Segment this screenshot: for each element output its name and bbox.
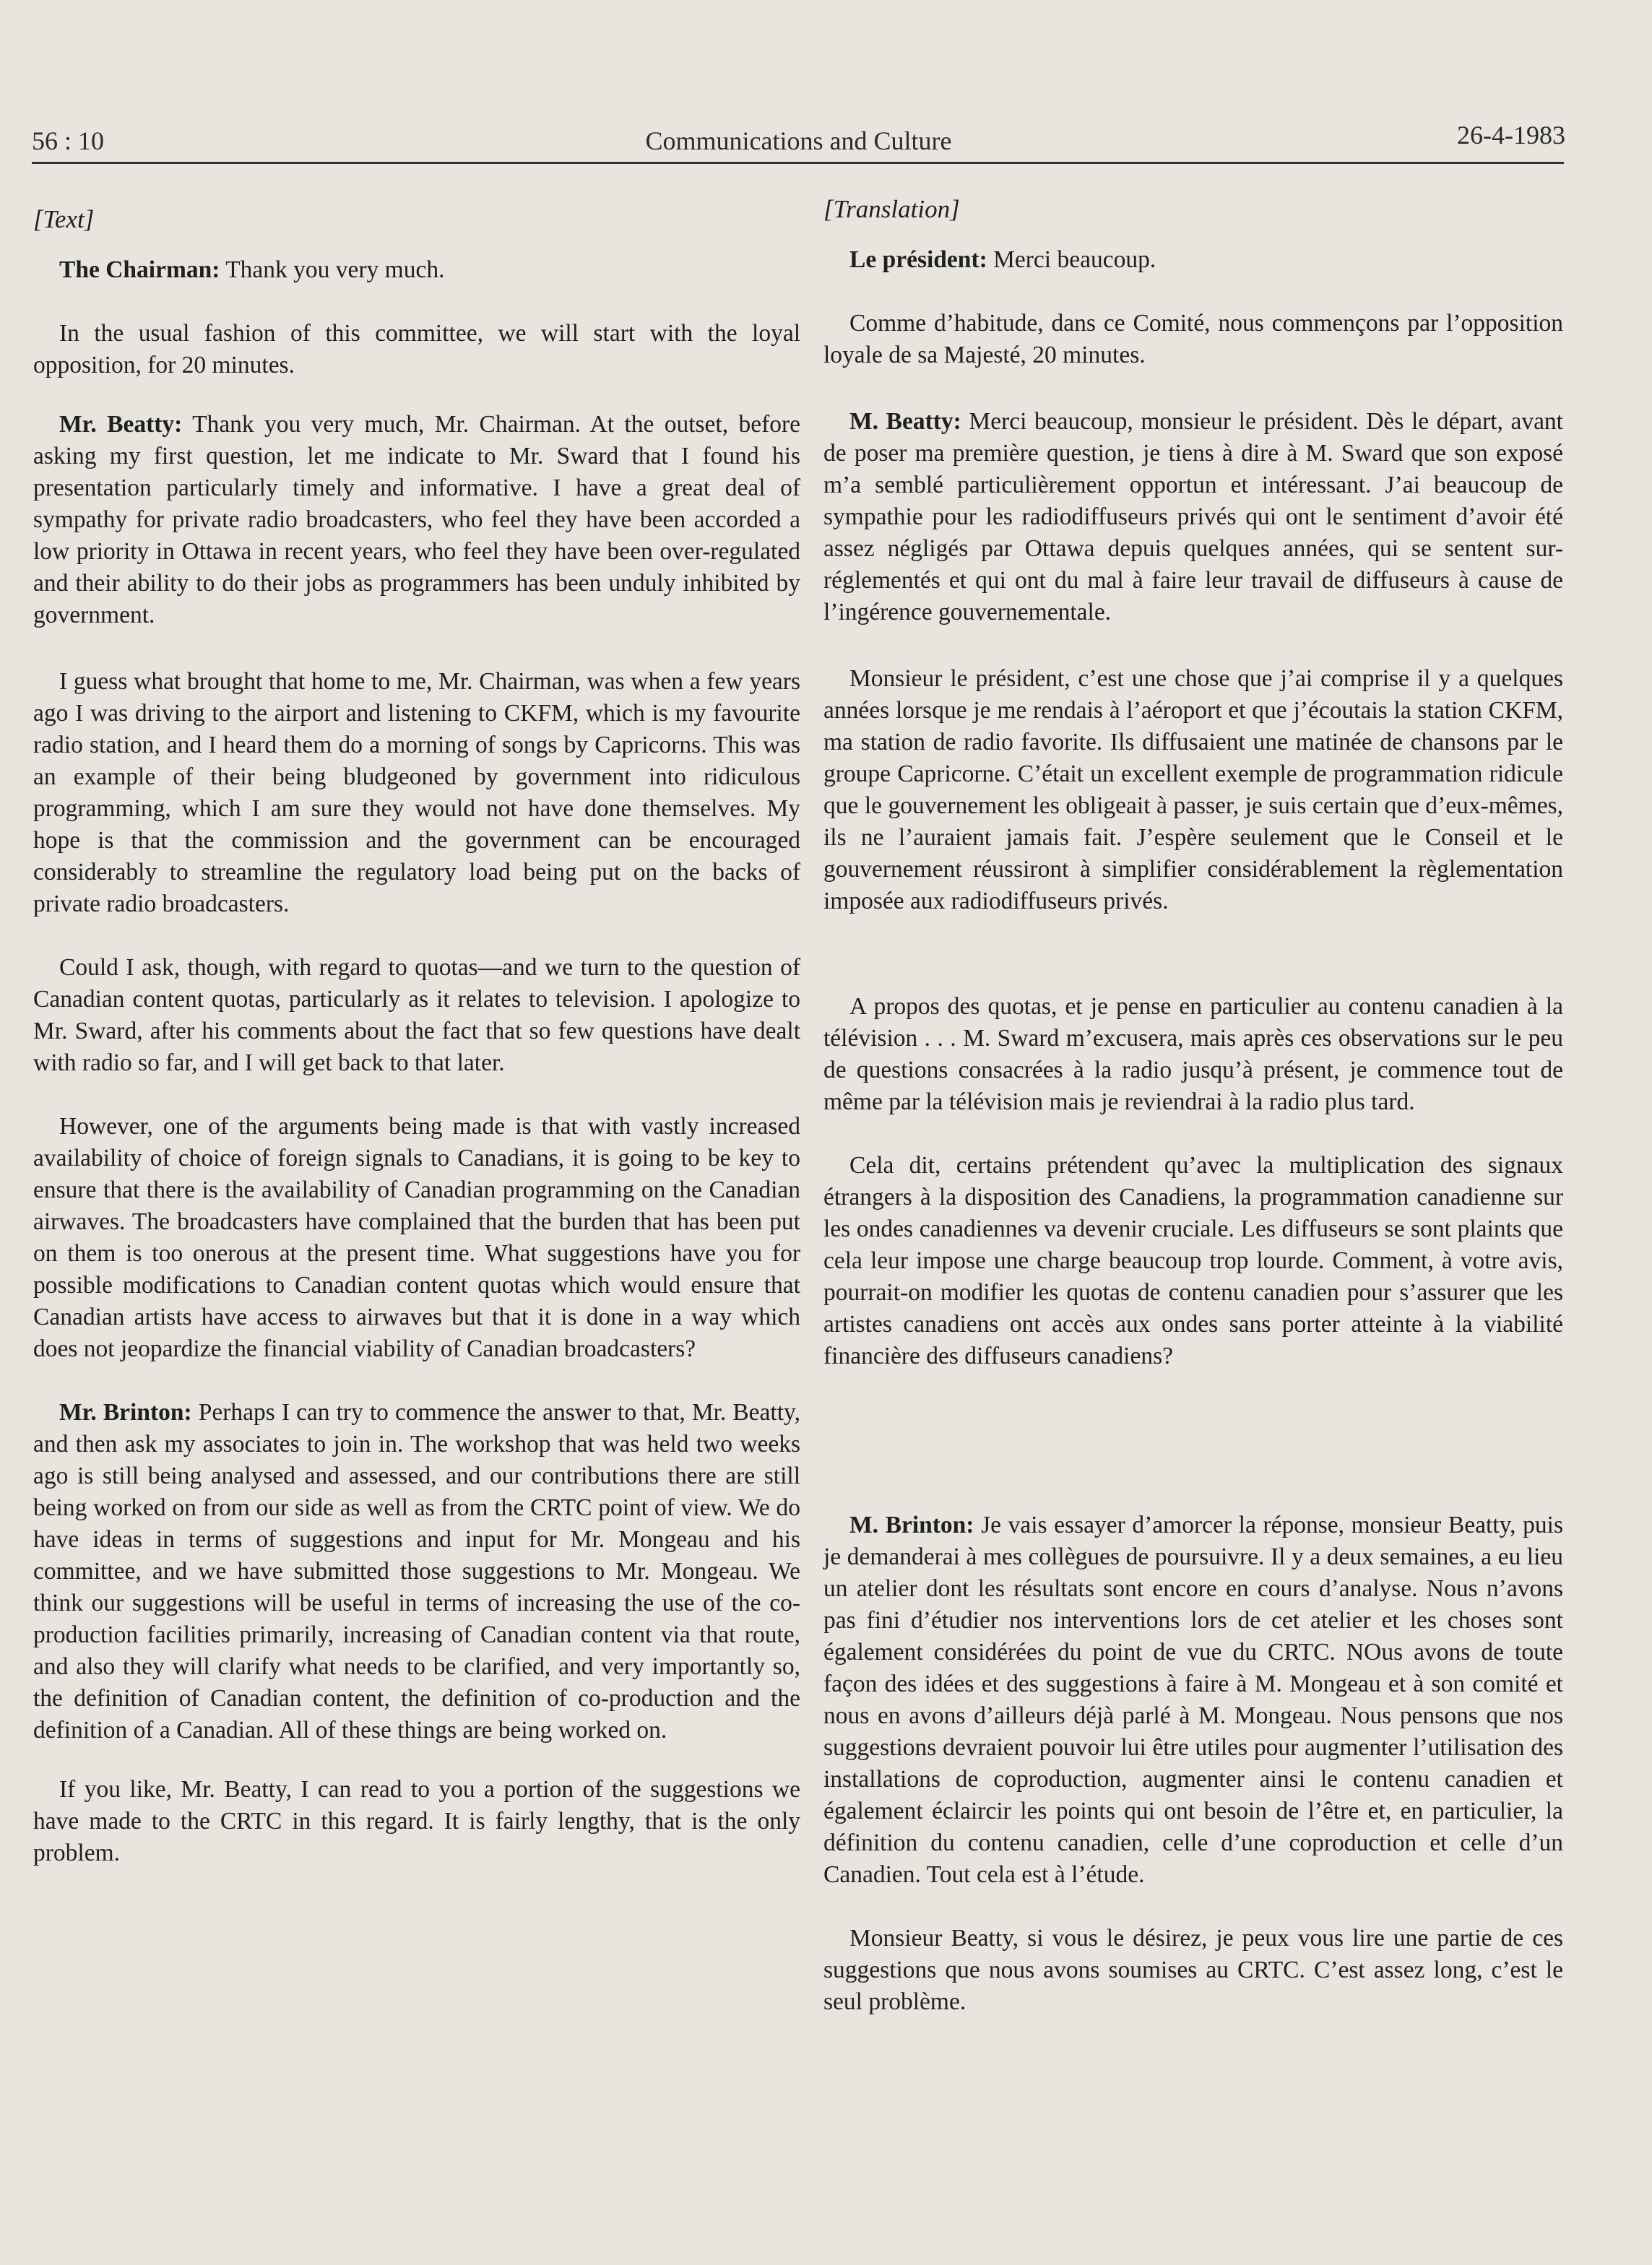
paragraph: Monsieur le président, c’est une chose que j’ai comprise il y a quelques années lorsque je me rendais à l’aéroport et que j’écoutais la station CKFM, ma station de radio favorite. Ils diffusaient une matinée de chansons par le groupe Capricorne. C’était un excellent exemple de programmation ridicule que le gouvernement les obligeait à passer, je suis certain que d’eux-mêmes, ils ne l’auraient jamais fait. J’espère seulement que le Conseil et le gouvernement réussiront à simplifier considérablement la règlementation imposée aux radiodiffuseurs privés.: [823, 665, 1563, 914]
translation-marker: [Translation]: [823, 195, 960, 223]
speaker-name: M. Beatty:: [849, 408, 961, 435]
speaker-name: The Chairman:: [59, 256, 220, 283]
running-header: [32, 116, 1565, 159]
paragraph: Mr. Brinton: Perhaps I can try to commence the answer to that, Mr. Beatty, and then ask my associates to join in. The workshop that was held two weeks ago is still being analysed and assessed, and our contributions there are still being worked on from our side as well as from the CRTC point of view. We do have ideas in terms of suggestions and input for Mr. Mongeau and his committee, and we have submitted those suggestions to Mr. Mongeau. We think our suggestions will be useful in terms of increasing the use of the co-production facilities primarily, increasing of Canadian content via that route, and also they will clarify what needs to be clarified, and very importantly so, the definition of Canadian content, the definition of co-production and the definition of a Canadian. All of these things are being worked on.: [33, 1399, 800, 1744]
header-rule: [32, 162, 1564, 164]
publication-title: Communications and Culture: [645, 126, 952, 155]
text-marker: [Text]: [33, 205, 95, 233]
paragraph: Monsieur Beatty, si vous le désirez, je peux vous lire une partie de ces suggestions que nous avons soumises au CRTC. C’est assez long, c’est le seul problème.: [823, 1925, 1563, 2015]
paragraph: In the usual fashion of this committee, we will start with the loyal opposition, for 20 minutes.: [33, 320, 800, 378]
paragraph: However, one of the arguments being made is that with vastly increased availability of choice of foreign signals to Canadians, it is going to be key to ensure that there is the availability of Canadian programming on the Canadian airwaves. The broadcasters have complained that the burden that has been put on them is too onerous at the present time. What suggestions have you for possible modifications to Canadian content quotas which would ensure that Canadian artists have access to airwaves but that it is done in a way which does not jeopardize the financial viability of Canadian broadcasters?: [33, 1113, 800, 1362]
paragraph: Le président: Merci beaucoup.: [849, 246, 1156, 273]
paragraph: M. Beatty: Merci beaucoup, monsieur le président. Dès le départ, avant de poser ma première question, je tiens à dire à M. Sward que son exposé m’a semblé particulièrement opportun et intéressant. J’ai beaucoup de sympathie pour les radiodiffuseurs privés qui ont le sentiment d’avoir été assez négligés par Ottawa depuis quelques années, qui se sentent sur-réglementés et qui ont du mal à faire leur travail de diffuseurs à cause de l’ingérence gouvernementale.: [823, 408, 1563, 625]
french-column: [823, 194, 1563, 2037]
paragraph: M. Brinton: Je vais essayer d’amorcer la réponse, monsieur Beatty, puis je demanderai à mes collègues de poursuivre. Il y a deux semaines, a eu lieu un atelier dont les résultats sont encore en cours d’analyse. Nous n’avons pas fini d’étudier nos interventions lors de cet atelier et les choses sont également considérées du point de vue du CRTC. NOus avons de toute façon des idées et des suggestions à faire à M. Mongeau et à son comité et nous en avons d’ailleurs déjà parlé à M. Mongeau. Nous pensons que nos suggestions devraient pouvoir lui être utiles pour augmenter l’utilisation des installations de coproduction, augmenter ainsi le contenu canadien et également éclaircir les points qui ont besoin de l’être et, en particulier, la définition du contenu canadien, celle d’une coproduction et celle d’un Canadien. Tout cela est à l’étude.: [823, 1512, 1563, 1888]
paragraph: If you like, Mr. Beatty, I can read to you a portion of the suggestions we have made to the CRTC in this regard. It is fairly lengthy, that is the only problem.: [33, 1776, 800, 1866]
speaker-name: M. Brinton:: [849, 1512, 974, 1538]
paragraph: The Chairman: Thank you very much.: [59, 256, 445, 283]
english-column: [33, 204, 800, 1888]
speaker-name: Mr. Beatty:: [59, 411, 183, 438]
speaker-name: Mr. Brinton:: [59, 1399, 192, 1426]
paragraph: Could I ask, though, with regard to quotas—and we turn to the question of Canadian content quotas, particularly as it relates to television. I apologize to Mr. Sward, after his comments about the fact that so few questions have dealt with radio so far, and I will get back to that later.: [33, 954, 800, 1076]
paragraph: Cela dit, certains prétendent qu’avec la multiplication des signaux étrangers à la disposition des Canadiens, la programmation canadienne sur les ondes canadiennes va devenir cruciale. Les diffuseurs se sont plaints que cela leur impose une charge beaucoup trop lourde. Comment, à votre avis, pourrait-on modifier les quotas de contenu canadien pour s’assurer que les artistes canadiens ont accès aux ondes sans porter atteinte à la viabilité financière des diffuseurs canadiens?: [823, 1152, 1563, 1369]
paragraph: Comme d’habitude, dans ce Comité, nous commençons par l’opposition loyale de sa Majesté, 20 minutes.: [823, 310, 1563, 368]
page-number: 56 : 10: [32, 126, 105, 155]
paragraph: A propos des quotas, et je pense en particulier au contenu canadien à la télévision . . . M. Sward m’excusera, mais après ces observations sur le peu de questions consacrées à la radio jusqu’à présent, je commence tout de même par la télévision mais je reviendrai à la radio plus tard.: [823, 993, 1563, 1115]
sitting-date: 26-4-1983: [1457, 121, 1565, 150]
speaker-name: Le président:: [849, 246, 987, 273]
paragraph: I guess what brought that home to me, Mr. Chairman, was when a few years ago I was driving to the airport and listening to CKFM, which is my favourite radio station, and I heard them do a morning of songs by Capricorns. This was an example of their being bludgeoned by government into ridiculous programming, which I am sure they would not have done themselves. My hope is that the commission and the government can be encouraged considerably to streamline the regulatory load being put on the backs of private radio broadcasters.: [33, 668, 800, 917]
paragraph: Mr. Beatty: Thank you very much, Mr. Chairman. At the outset, before asking my first question, let me indicate to Mr. Sward that I found his presentation particularly timely and informative. I have a great deal of sympathy for private radio broadcasters, who feel they have been accorded a low priority in Ottawa in recent years, who feel they have been over-regulated and their ability to do their jobs as programmers has been unduly inhibited by government.: [33, 411, 801, 628]
